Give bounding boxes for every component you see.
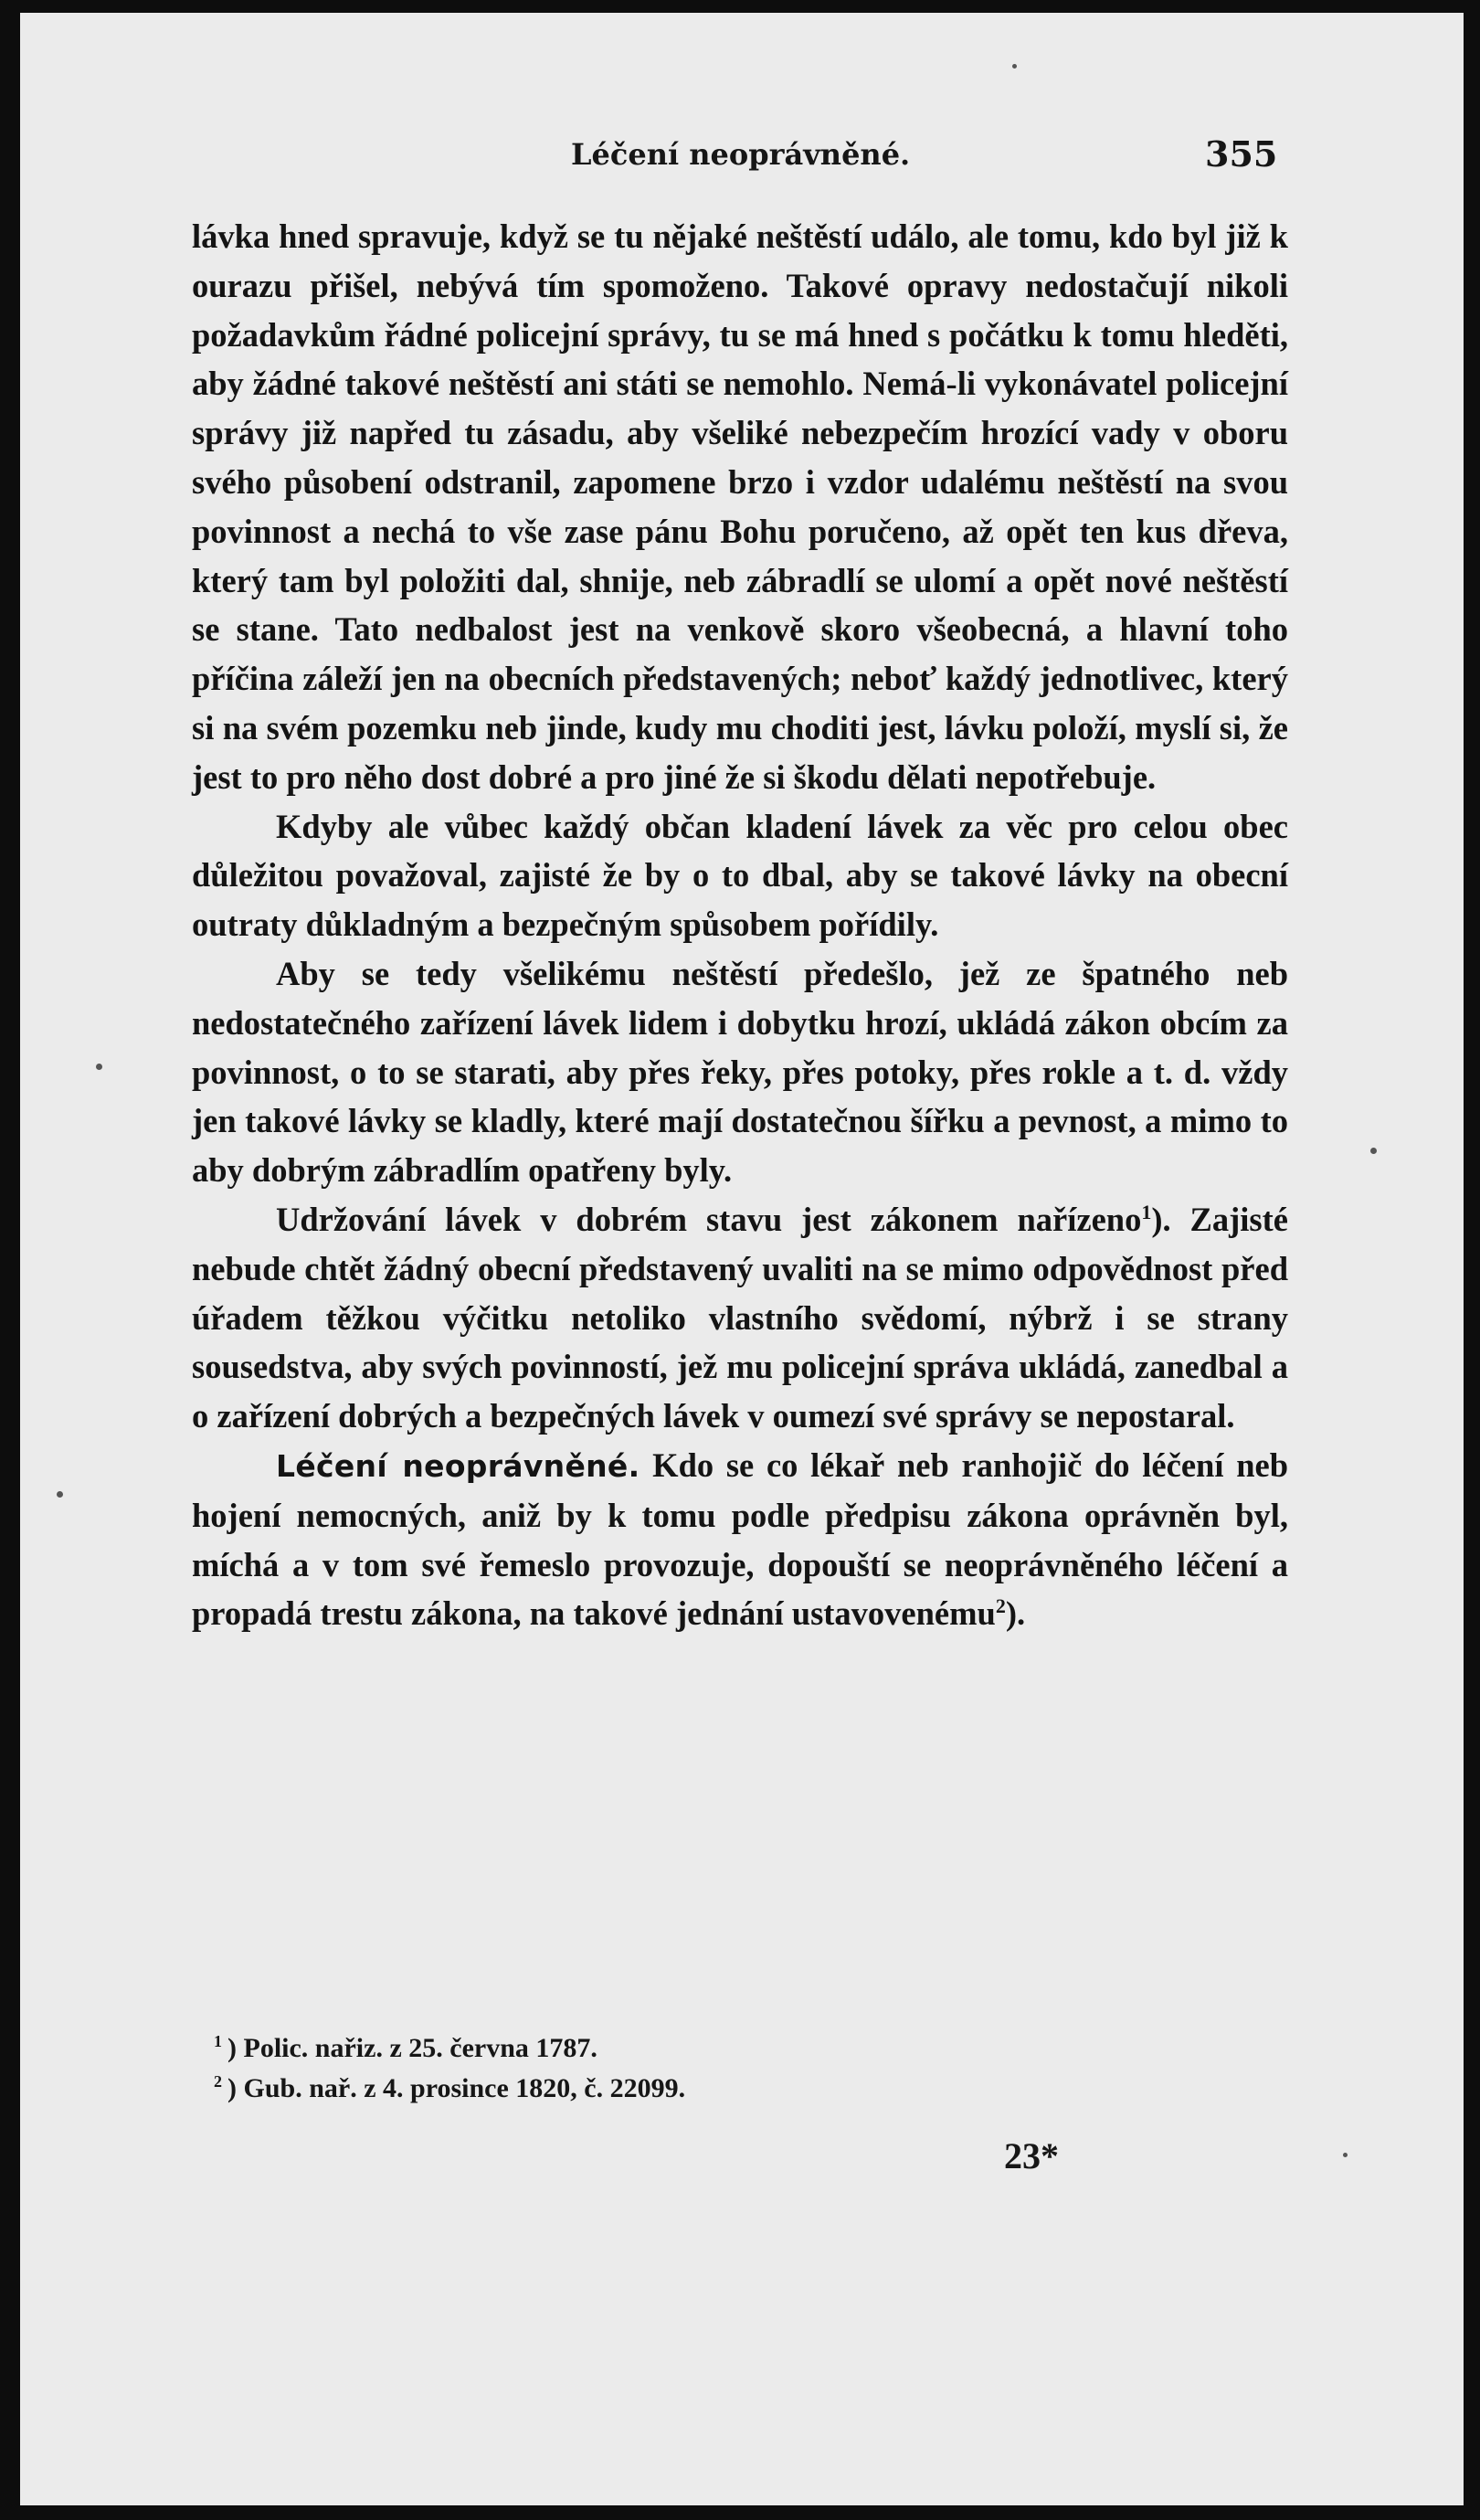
section-lead-heading: Léčení neoprávněné. <box>276 1447 640 1484</box>
page-number: 355 <box>1205 133 1278 175</box>
footnote-text-1: ) Polic. nařiz. z 25. června 1787. <box>227 2033 597 2063</box>
paragraph-leceni <box>192 1441 1288 1638</box>
body-text <box>192 212 1288 1638</box>
footnote-ref-1: 1 <box>1141 1200 1152 1223</box>
paragraph-udrzovani-text-cont: ). Zajisté nebude chtět žádný obecní představený uvaliti na se mimo odpovědnost před úřadem těžkou výčitku netoliko vlastního svědomí, nýbrž i se strany sousedstva, aby svých povinností, jež mu policejní správa ukládá, zanedbal a o zařízení dobrých a bezpečných lávek v oumezí své správy se nepostaral. <box>192 1200 1288 1435</box>
footnote-mark-2: 2 <box>214 2072 222 2091</box>
signature-mark: 23* <box>1004 2135 1059 2176</box>
footnotes <box>214 2028 1219 2109</box>
footnote-text-2: ) Gub. nař. z 4. prosince 1820, č. 22099. <box>227 2073 686 2103</box>
paragraph-udrzovani <box>192 1195 1288 1441</box>
paragraph-udrzovani-text: Udržování lávek v dobrém stavu jest zákonem nařízeno <box>276 1200 1142 1238</box>
paragraph-kdyby: Kdyby ale vůbec každý občan kladení lávek za věc pro celou obec důležitou považoval, zajisté že by o to dbal, aby se takové lávky na obecní outraty důkladným a bezpečným spůsobem pořídily. <box>192 807 1288 944</box>
running-head <box>20 133 1464 192</box>
paper-speck <box>96 1064 102 1070</box>
footnote-mark-1: 1 <box>214 2032 222 2050</box>
paragraph-lavky-continuation: lávka hned spravuje, když se tu nějaké neštěstí událo, ale tomu, kdo byl již k ourazu přišel, nebývá tím spomoženo. Takové opravy nedostačují nikoli požadavkům řádné policejní správy, tu se má hned s počátku k tomu hleděti, aby žádné takové neštěstí ani státi se nemohlo. Nemá-li vykonávatel policejní správy již napřed tu zásadu, aby všeliké nebezpečím hrozící vady v oboru svého působení odstranil, zapomene brzo i vzdor udalému neštěstí na svou povinnost a nechá to vše zase pánu Bohu poručeno, až opět ten kus dřeva, který tam byl položiti dal, shnije, neb zábradlí se ulomí a opět nové neštěstí se stane. Tato nedbalost jest na venkově skoro všeobecná, a hlavní toho příčina záleží jen na obecních představených; neboť každý jednotlivec, který si na svém pozemku neb jinde, kudy mu choditi jest, lávku položí, myslí si, že jest to pro něho dost dobré a pro jiné že si škodu dělati nepotřebuje. <box>192 217 1288 796</box>
footnote-1 <box>214 2028 1219 2069</box>
footnote-ref-2: 2 <box>995 1594 1006 1618</box>
paragraph-leceni-text: Kdo se co lékař neb ranhojič do léčení neb hojení nemocných, aniž by k tomu podle předpisu zákona oprávněn byl, míchá a v tom své řemeslo provozuje, dopouští se neoprávněného léčení a propadá trestu zákona, na takové jednání ustavovenému <box>192 1445 1288 1633</box>
paper-speck <box>1012 64 1017 69</box>
paper-speck <box>1343 2153 1348 2157</box>
paper-speck <box>1370 1148 1377 1154</box>
footnote-2 <box>214 2069 1219 2109</box>
paragraph-leceni-text-cont: ). <box>1005 1594 1026 1633</box>
paragraph-aby-se-tedy: Aby se tedy všelikému neštěstí předešlo, jež ze špatného neb nedostatečného zařízení lávek lidem i dobytku hrozí, ukládá zákon obcím za povinnost, o to se starati, aby přes řeky, přes potoky, přes rokle a t. d. vždy jen takové lávky se kladly, které mají dostatečnou šířku a pevnost, a mimo to aby dobrým zábradlím opatřeny byly. <box>192 954 1288 1190</box>
paper-speck <box>57 1491 63 1498</box>
running-head-title: Léčení neoprávněné. <box>571 137 911 172</box>
book-page <box>20 13 1464 2505</box>
